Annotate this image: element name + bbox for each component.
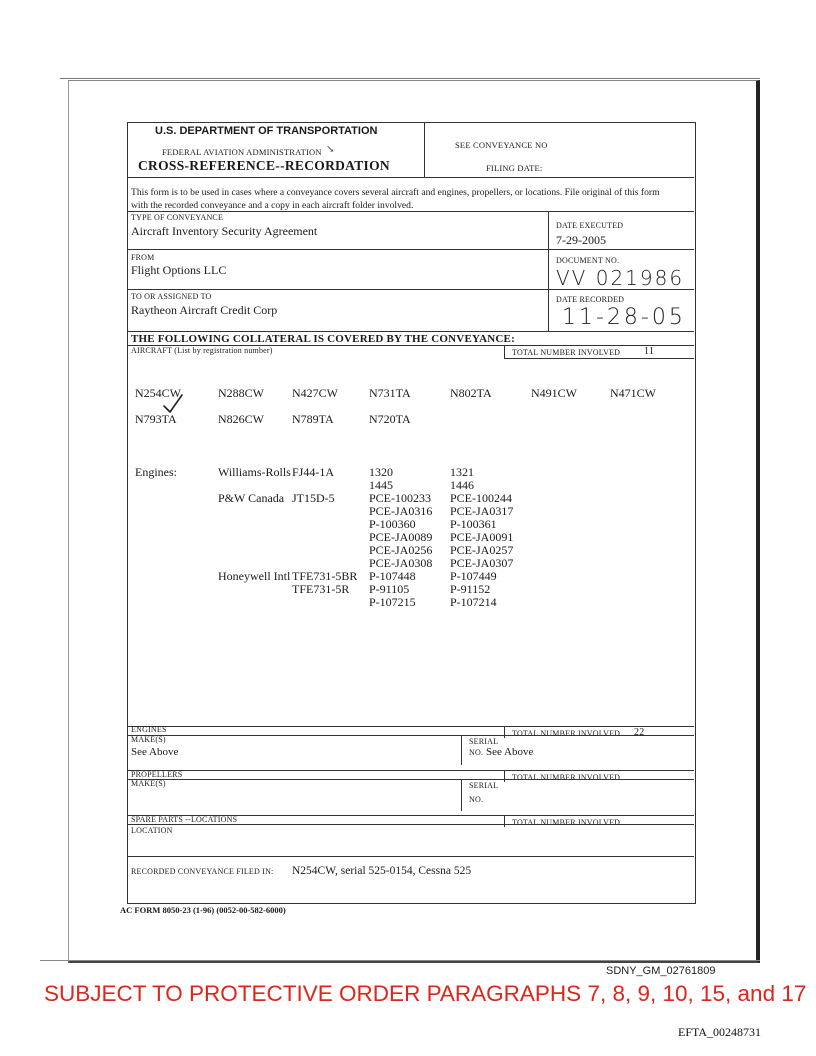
engine-maker-honeywell: Honeywell Intl [218, 569, 291, 583]
aircraft-reg-5: N802TA [450, 386, 492, 400]
engines-makes-value: See Above [131, 746, 179, 758]
spare-parts-total-label: TOTAL NUMBER INVOLVED [512, 818, 621, 827]
date-recorded-value: 11-28-05 [562, 305, 686, 330]
engine-maker-williams: Williams-Rolls [218, 465, 291, 479]
date-executed-value: 7-29-2005 [556, 233, 606, 247]
engines-section-rule [127, 726, 694, 727]
engine-serial: P-100360 [369, 517, 416, 531]
document-no-value: VV 021986 [556, 266, 685, 290]
engines-total-divider [504, 726, 505, 738]
bates-number: SDNY_GM_02761809 [606, 965, 716, 977]
date-executed-label: DATE EXECUTED [556, 221, 624, 230]
engine-serial: 1320 [369, 465, 393, 479]
spare-parts-section-label: SPARE PARTS --LOCATIONS [131, 815, 238, 824]
propellers-serial-no-label: NO. [469, 795, 484, 804]
engine-serial: P-91105 [369, 582, 410, 596]
pen-mark: ↘ [326, 144, 335, 155]
recorded-conveyance-rule [127, 856, 694, 857]
instructions-rule [127, 211, 694, 212]
propellers-section-rule [127, 770, 694, 771]
department-title: U.S. DEPARTMENT OF TRANSPORTATION [155, 125, 378, 137]
location-label: LOCATION [131, 826, 173, 835]
type-of-conveyance-value: Aircraft Inventory Security Agreement [131, 224, 318, 238]
scan-edge-bottom [40, 960, 760, 961]
spare-parts-total-divider [504, 815, 505, 827]
propellers-serial-divider [461, 779, 462, 811]
aircraft-reg-10: N789TA [292, 412, 334, 426]
engine-serial: P-107448 [369, 569, 416, 583]
propellers-makes-label: MAKE(S) [131, 779, 166, 788]
from-value: Flight Options LLC [131, 263, 227, 277]
engine-serial: P-100361 [450, 517, 497, 531]
scan-edge-top [60, 78, 760, 79]
aircraft-reg-3: N427CW [292, 386, 338, 400]
aircraft-reg-4: N731TA [369, 386, 411, 400]
engine-serial: P-107214 [450, 595, 497, 609]
engine-model-jt15d: JT15D-5 [292, 491, 335, 505]
engine-serial: P-107449 [450, 569, 497, 583]
aircraft-reg-9: N826CW [218, 412, 264, 426]
engines-section-label: ENGINES [131, 725, 167, 734]
see-conveyance-label: SEE CONVEYANCE NO [455, 140, 548, 150]
protective-order-notice: SUBJECT TO PROTECTIVE ORDER PARAGRAPHS 7, 8, 9, 10, 15, and 17 [44, 981, 807, 1006]
engine-model-fj44: FJ44-1A [292, 465, 335, 479]
document-no-label: DOCUMENT NO. [556, 256, 620, 265]
engine-serial: PCE-JA0317 [450, 504, 514, 518]
aircraft-reg-8: N793TA [135, 412, 177, 426]
spare-parts-sub-rule [127, 824, 694, 825]
engine-serial: PCE-JA0307 [450, 556, 514, 570]
type-of-conveyance-label: TYPE OF CONVEYANCE [131, 213, 224, 222]
from-rule [127, 289, 694, 290]
engines-serial-value: See Above [486, 746, 534, 758]
engine-maker-pw-canada: P&W Canada [218, 491, 285, 505]
engine-serial: PCE-100244 [450, 491, 513, 505]
agency-name: FEDERAL AVIATION ADMINISTRATION [162, 147, 322, 157]
engine-model-tfe731-5br: TFE731-5BR [292, 569, 358, 583]
engine-serial: 1446 [450, 478, 474, 492]
propellers-total-divider [504, 770, 505, 782]
aircraft-total-underline [504, 358, 694, 359]
instructions-line-2: with the recorded conveyance and a copy in each aircraft folder involved. [131, 200, 414, 211]
engines-list-label: Engines: [135, 465, 177, 479]
engine-serial: 1321 [450, 465, 474, 479]
propellers-section-label: PROPELLERS [131, 770, 183, 779]
aircraft-reg-2: N288CW [218, 386, 264, 400]
engine-serial: PCE-JA0091 [450, 530, 514, 544]
engines-serial-no-label: NO. [469, 748, 484, 757]
from-label: FROM [131, 253, 155, 262]
efta-number: EFTA_00248731 [678, 1025, 762, 1039]
propellers-sub-rule [127, 779, 694, 780]
engines-serial-divider [461, 735, 462, 765]
instructions-line-1: This form is to be used in cases where a conveyance covers several aircraft and engines, propellers, or locations. File original of this form [131, 187, 660, 198]
engines-sub-rule [127, 735, 694, 736]
to-value: Raytheon Aircraft Credit Corp [131, 303, 278, 317]
engines-serial-label: SERIAL [469, 737, 499, 746]
engine-serial: PCE-100233 [369, 491, 432, 505]
engine-serial: PCE-JA0257 [450, 543, 514, 557]
aircraft-total-divider [504, 346, 505, 358]
engine-model-tfe731-5r: TFE731-5R [292, 582, 350, 596]
engine-serial: P-91152 [450, 582, 491, 596]
engine-serial: PCE-JA0256 [369, 543, 433, 557]
engines-total-value: 22 [634, 727, 645, 738]
to-label: TO OR ASSIGNED TO [131, 292, 212, 301]
form-title: CROSS-REFERENCE--RECORDATION [138, 158, 390, 173]
recorded-conveyance-label: RECORDED CONVEYANCE FILED IN: [131, 867, 274, 876]
type-rule [127, 249, 694, 250]
propellers-serial-label: SERIAL [469, 781, 499, 790]
engine-serial: P-107215 [369, 595, 416, 609]
aircraft-reg-1: N254CW [135, 386, 181, 400]
filing-date-label: FILING DATE: [486, 163, 543, 173]
right-column-divider [548, 211, 549, 331]
recorded-conveyance-value: N254CW, serial 525-0154, Cessna 525 [292, 865, 472, 877]
aircraft-label: AIRCRAFT (List by registration number) [131, 346, 273, 355]
aircraft-total-value: 11 [644, 346, 655, 357]
to-rule [127, 331, 694, 332]
engines-total-label: TOTAL NUMBER INVOLVED [512, 729, 621, 738]
engine-serial: 1445 [369, 478, 393, 492]
engines-makes-label: MAKE(S) [131, 735, 166, 744]
engine-serial: PCE-JA0316 [369, 504, 433, 518]
aircraft-reg-7: N471CW [610, 386, 656, 400]
engine-serial: PCE-JA0089 [369, 530, 433, 544]
header-divider [424, 122, 425, 177]
aircraft-total-label: TOTAL NUMBER INVOLVED [512, 348, 621, 357]
date-recorded-label: DATE RECORDED [556, 295, 625, 304]
header-bottom-rule [127, 177, 694, 178]
aircraft-reg-6: N491CW [531, 386, 577, 400]
form-number: AC FORM 8050-23 (1-96) (0052-00-582-6000) [120, 905, 286, 915]
engine-serial: PCE-JA0308 [369, 556, 433, 570]
aircraft-reg-11: N720TA [369, 412, 411, 426]
propellers-total-label: TOTAL NUMBER INVOLVED [512, 773, 621, 782]
collateral-heading: THE FOLLOWING COLLATERAL IS COVERED BY THE CONVEYANCE: [131, 333, 515, 345]
checkmark-icon [162, 393, 184, 415]
